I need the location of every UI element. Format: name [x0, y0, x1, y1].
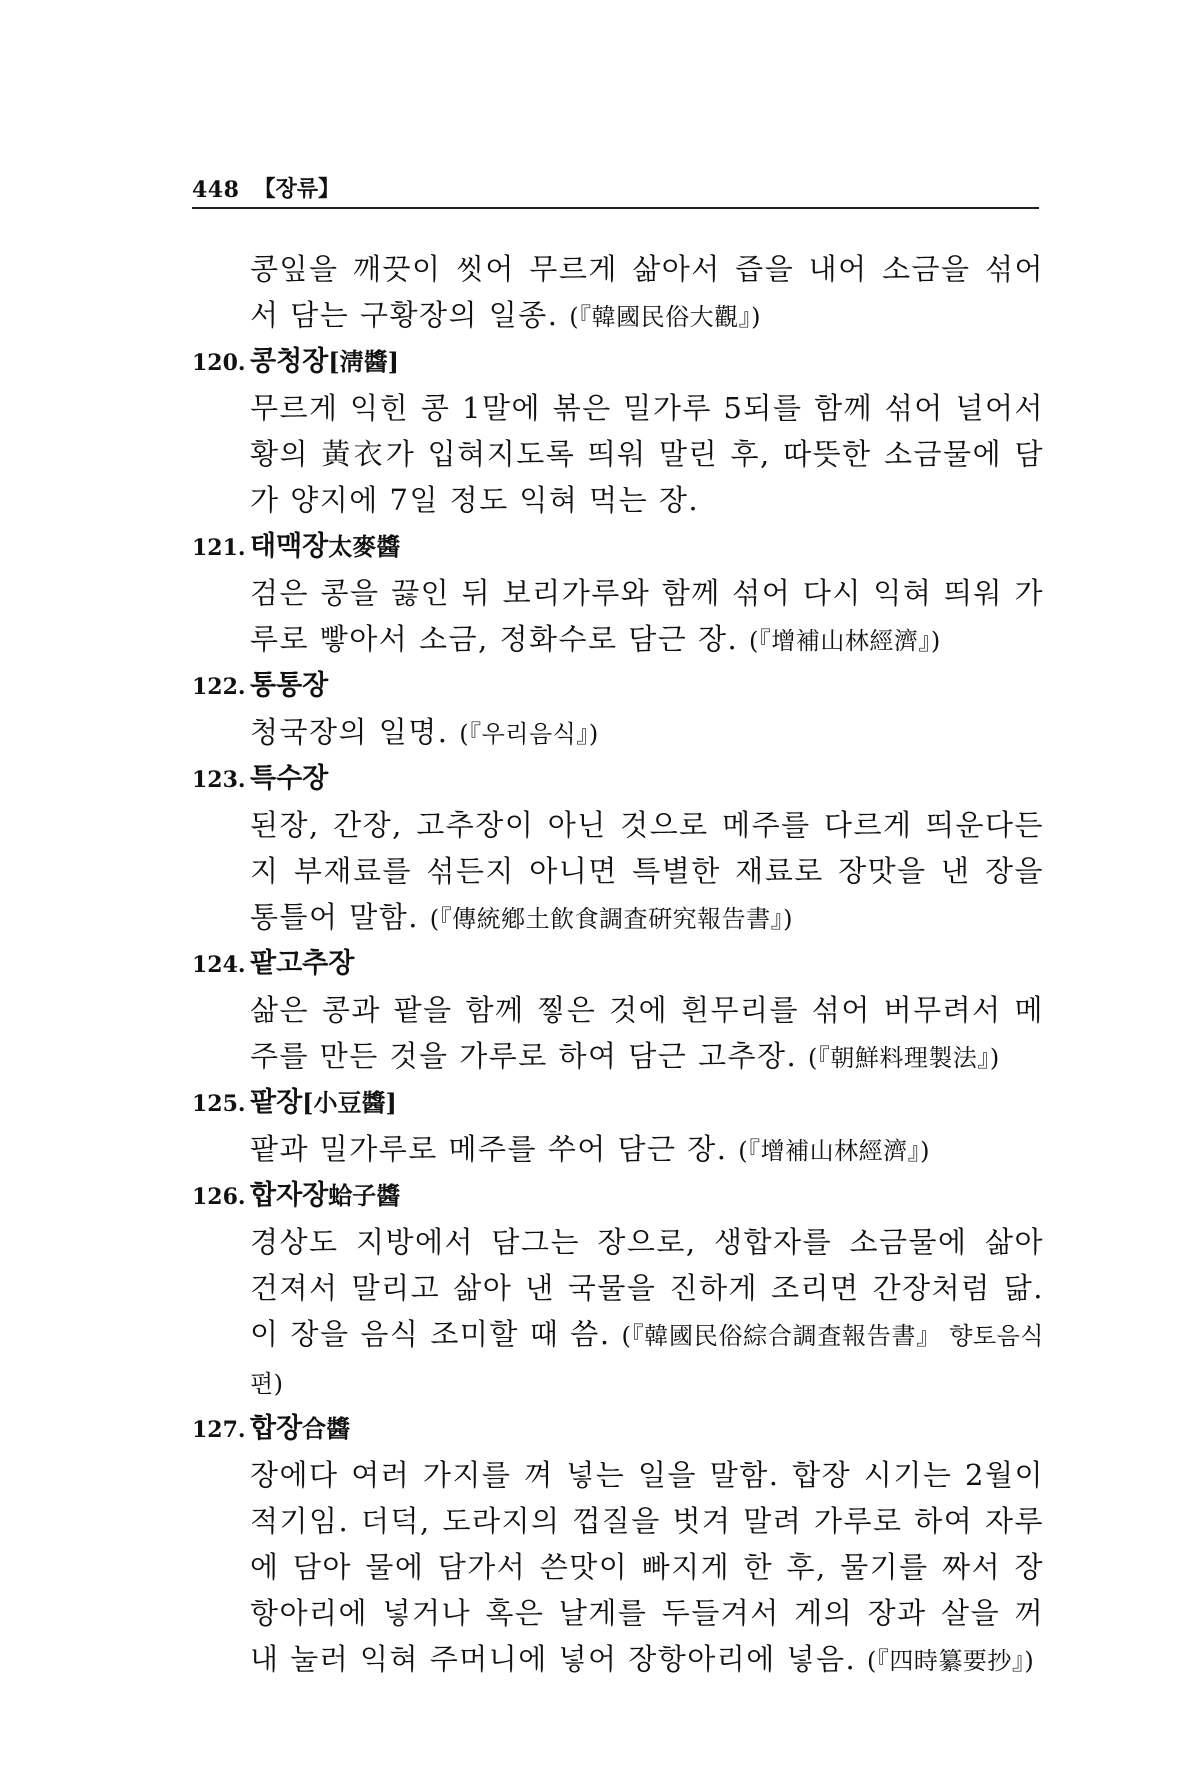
entry-125: [192, 1081, 1044, 1174]
entry-number: 120.: [192, 350, 246, 376]
entry-body: [250, 1219, 1044, 1407]
entry-source: (『增補山林經濟』): [748, 627, 941, 655]
entry-term: 팥장: [250, 1087, 303, 1118]
entry-heading: [192, 525, 1044, 570]
entry-hanja: 蛤子醬: [328, 1181, 401, 1210]
entry-text: 삶은 콩과 팥을 함께 찧은 것에 흰무리를 섞어 버무려서 메주를 만든 것을 가루로 하여 담근 고추장.: [250, 993, 1044, 1073]
entry-heading: [192, 340, 1044, 385]
entry-text: 된장, 간장, 고추장이 아닌 것으로 메주를 다르게 띄운다든지 부재료를 섞든지 아니면 특별한 재료로 장맛을 낸 장을 통틀어 말함.: [250, 808, 1044, 934]
entry-source: (『四時纂要抄』): [867, 1647, 1035, 1675]
continuation-text: [250, 246, 1044, 340]
continuation-body: 콩잎을 깨끗이 씻어 무르게 삶아서 즙을 내어 소금을 섞어서 담는 구황장의 일종.: [250, 252, 1044, 332]
entry-text: 무르게 익힌 콩 1말에 볶은 밀가루 5되를 함께 섞어 널어서 황의 黃衣가 입혀지도록 띄워 말린 후, 따뜻한 소금물에 담가 양지에 7일 정도 익혀 먹는 장.: [250, 391, 1044, 517]
entry-body: [250, 385, 1044, 525]
entry-127: [192, 1407, 1044, 1684]
entry-body: [250, 570, 1044, 664]
entry-122: [192, 664, 1044, 757]
entry-text: 검은 콩을 끓인 뒤 보리가루와 함께 섞어 다시 익혀 띄워 가루로 빻아서 소금, 정화수로 담근 장.: [250, 576, 1044, 656]
entry-number: 124.: [192, 952, 246, 978]
entry-number: 125.: [192, 1091, 246, 1117]
entry-source: (『增補山林經濟』): [738, 1137, 930, 1165]
entry-term: 팥고추장: [250, 948, 355, 979]
entry-body: [250, 802, 1044, 942]
section-title: 【장류】: [253, 176, 340, 202]
continuation-source: (『韓國民俗大觀』): [569, 303, 761, 331]
entry-source: (『우리음식』): [459, 720, 599, 748]
entry-124: [192, 942, 1044, 1081]
entry-text: 팥과 밀가루로 메주를 쑤어 담근 장.: [250, 1132, 739, 1166]
entry-body: [250, 1126, 1044, 1174]
entry-121: [192, 525, 1044, 664]
entry-text: 청국장의 일명.: [250, 715, 460, 749]
entry-source: (『朝鮮料理製法』): [807, 1044, 1000, 1072]
entry-number: 122.: [192, 674, 246, 700]
entry-number: 121.: [192, 535, 246, 561]
entry-126: [192, 1174, 1044, 1407]
entry-heading: [192, 1081, 1044, 1126]
entry-123: [192, 757, 1044, 942]
entry-number: 123.: [192, 767, 246, 793]
page-number: 448: [192, 177, 240, 203]
entry-text: 장에다 여러 가지를 껴 넣는 일을 말함. 합장 시기는 2월이 적기임. 더덕, 도라지의 껍질을 벗겨 말려 가루로 하여 자루에 담아 물에 담가서 쓴맛이 빠지게 한 후, 물기를 짜서 장항아리에 넣거나 혹은 날게를 두들겨서 게의 장과 살을 꺼내 눌러 익혀 주머니에 넣어 장항아리에 넣음.: [250, 1458, 1044, 1676]
entry-term: 특수장: [250, 763, 329, 794]
page-header: [192, 163, 1039, 209]
entry-source: (『韓國民俗綜合調査報告書』 향토음식편): [250, 1322, 1044, 1398]
entry-hanja: [淸醬]: [328, 347, 399, 376]
entry-heading: [192, 942, 1044, 987]
dictionary-content: [192, 246, 1044, 1684]
entry-source: (『傳統鄕土飮食調査硏究報告書』): [429, 905, 793, 933]
entry-term: 콩청장: [250, 346, 329, 377]
entry-heading: [192, 1174, 1044, 1219]
entry-hanja: 太麥醬: [328, 532, 401, 561]
entry-number: 127.: [192, 1417, 246, 1443]
entry-number: 126.: [192, 1184, 246, 1210]
entry-term: 통통장: [250, 670, 329, 701]
entry-heading: [192, 1407, 1044, 1452]
entry-text: 경상도 지방에서 담그는 장으로, 생합자를 소금물에 삶아 건져서 말리고 삶아 낸 국물을 진하게 조리면 간장처럼 닮. 이 장을 음식 조미할 때 씀.: [250, 1225, 1044, 1351]
entry-term: 합자장: [250, 1180, 329, 1211]
entry-term: 태맥장: [250, 531, 329, 562]
entry-body: [250, 987, 1044, 1081]
entry-hanja: 合醬: [302, 1414, 351, 1443]
entry-body: [250, 709, 1044, 757]
entry-heading: [192, 757, 1044, 802]
entry-body: [250, 1452, 1044, 1684]
entry-heading: [192, 664, 1044, 709]
entry-120: [192, 340, 1044, 525]
entry-term: 합장: [250, 1413, 303, 1444]
entry-hanja: [小豆醬]: [302, 1088, 397, 1117]
